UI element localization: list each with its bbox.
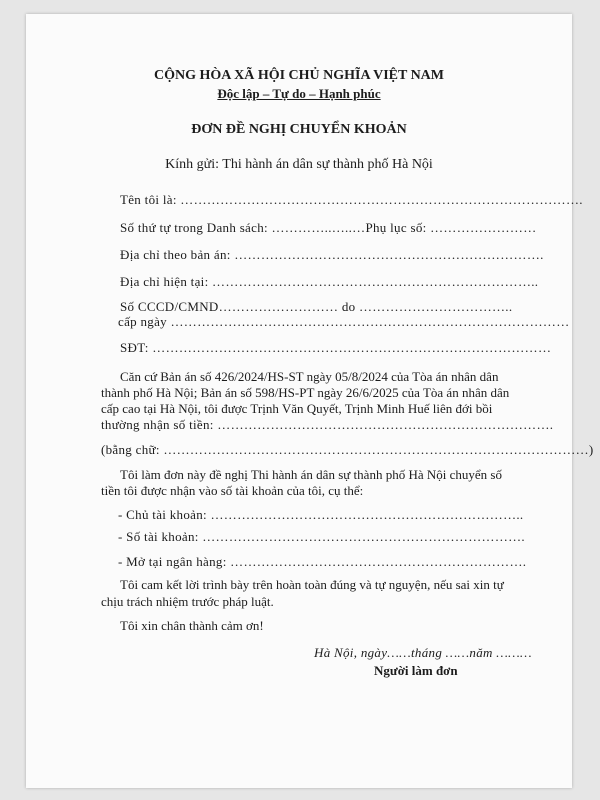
basis-line: thành phố Hà Nội; Bản án số 598/HS-PT ngày 26/6/2025 của Tòa án nhân dân [101, 385, 510, 400]
account-owner-field: - Chủ tài khoản: …………………………………………………………….. [118, 507, 524, 522]
bank-name-field: - Mở tại ngân hàng: …………………………………………………………. [118, 554, 527, 569]
list-number-field: Số thứ tự trong Danh sách: …………..…..…Phụ lục số: …………………… [120, 220, 537, 235]
address-current-field: Địa chỉ hiện tại: ……………………………………………………………….. [120, 274, 539, 289]
basis-line: cấp cao tại Hà Nội, tôi được Trịnh Văn Quyết, Trịnh Minh Huế liên đới bồi [101, 401, 493, 416]
commitment-line: chịu trách nhiệm trước pháp luật. [101, 594, 274, 609]
phone-field: SĐT: ……………………………………………………………………………… [120, 340, 552, 355]
name-field: Tên tôi là: ………………………………………………………………………………. [120, 192, 583, 207]
country-heading: CỘNG HÒA XÃ HỘI CHỦ NGHĨA VIỆT NAM [153, 68, 444, 83]
request-line: Tôi làm đơn này đề nghị Thi hành án dân sự thành phố Hà Nội chuyển số [120, 467, 502, 482]
amount-in-words-line: (bằng chữ: ……………………………………………………………………………………) [101, 442, 594, 457]
form-title: ĐƠN ĐỀ NGHỊ CHUYỂN KHOẢN [191, 122, 407, 137]
commitment-line: Tôi cam kết lời trình bày trên hoàn toàn đúng và tự nguyện, nếu sai xin tự [120, 577, 504, 592]
address-judgment-field: Địa chỉ theo bản án: ……………………………………………………………. [120, 247, 544, 262]
account-number-field: - Số tài khoản: ………………………………………………………………. [118, 529, 525, 544]
motto: Độc lập – Tự do – Hạnh phúc [217, 86, 381, 101]
recipient-line: Kính gửi: Thi hành án dân sự thành phố Hà Nội [165, 157, 433, 172]
id-number-field: Số CCCD/CMND……………………… do …………………………….. [120, 299, 513, 314]
date-line: Hà Nội, ngày……tháng ……năm ……… [314, 645, 532, 660]
application-form-page [26, 14, 594, 788]
signer-label: Người làm đơn [374, 663, 458, 678]
basis-line: Căn cứ Bản án số 426/2024/HS-ST ngày 05/8/2024 của Tòa án nhân dân [120, 369, 499, 384]
basis-line: thường nhận số tiền: …………………………………………………………………. [101, 417, 554, 432]
thanks-line: Tôi xin chân thành cảm ơn! [120, 618, 264, 633]
issue-date-field: cấp ngày ……………………………………………………………………………… [118, 314, 570, 329]
request-line: tiền tôi được nhận vào số tài khoản của tôi, cụ thể: [101, 483, 364, 498]
